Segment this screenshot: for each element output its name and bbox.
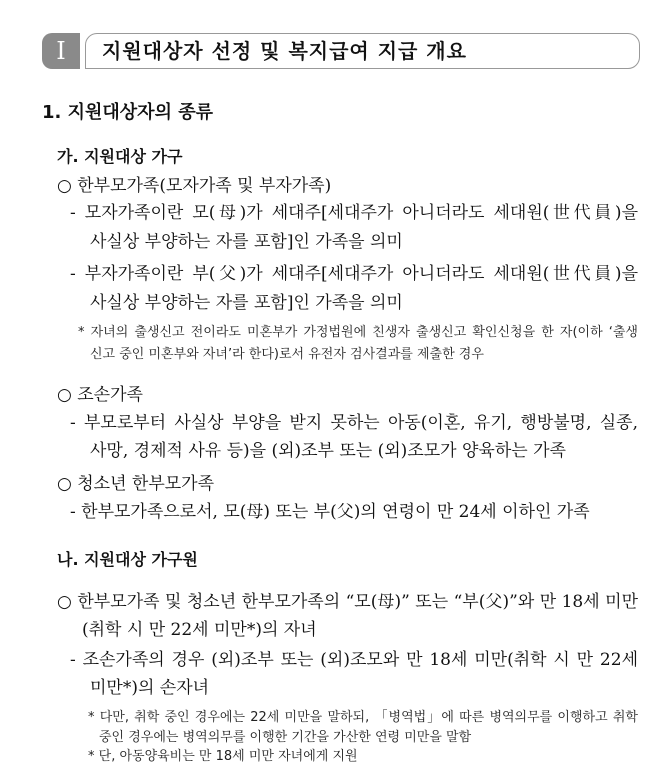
dash-grandparent: - 부모로부터 사실상 부양을 받지 못하는 아동(이혼, 유기, 행방불명, 실종, bbox=[70, 413, 638, 433]
bullet-single-parent: ○ 한부모가족(모자가족 및 부자가족) bbox=[57, 176, 332, 196]
dash-grandparent-cont: 사망, 경제적 사유 등)을 (외)조부 또는 (외)조모가 양육하는 가족 bbox=[90, 441, 566, 461]
note-unmarried-father-cont: 신고 중인 미혼부와 자녀’라 한다)로서 유전자 검사결과를 제출한 경우 bbox=[90, 347, 484, 362]
note-unmarried-father: * 자녀의 출생신고 전이라도 미혼부가 가정법원에 친생자 출생신고 확인신청을 한 자(이하 ‘출생 bbox=[78, 325, 638, 340]
section-heading: 1. 지원대상자의 종류 bbox=[42, 102, 213, 123]
subsection-heading-b: 나. 지원대상 가구원 bbox=[57, 550, 198, 569]
dash-mother-family: - 모자가족이란 모(母)가 세대주[세대주가 아니더라도 세대원(世代員)을 bbox=[70, 203, 638, 223]
bullet-members-cont: (취학 시 만 22세 미만*)의 자녀 bbox=[82, 620, 317, 640]
dash-grandchildren: - 조손가족의 경우 (외)조부 또는 (외)조모와 만 18세 미만(취학 시 만 22세 bbox=[70, 650, 638, 670]
dash-mother-family-cont: 사실상 부양하는 자를 포함]인 가족을 의미 bbox=[90, 232, 403, 252]
note-age-limit: * 다만, 취학 중인 경우에는 22세 미만을 말하되, 「병역법」에 따른 병역의무를 이행하고 취학 bbox=[88, 710, 638, 725]
bullet-youth-single-parent: ○ 청소년 한부모가족 bbox=[57, 474, 215, 494]
subsection-heading-a: 가. 지원대상 가구 bbox=[57, 147, 183, 166]
chapter-title-box bbox=[42, 33, 640, 69]
dash-youth-single-parent: - 한부모가족으로서, 모(母) 또는 부(父)의 연령이 만 24세 이하인 가족 bbox=[70, 502, 590, 522]
dash-grandchildren-cont: 미만*)의 손자녀 bbox=[90, 678, 210, 698]
dash-father-family: - 부자가족이란 부(父)가 세대주[세대주가 아니더라도 세대원(世代員)을 bbox=[70, 264, 638, 284]
chapter-title: 지원대상자 선정 및 복지급여 지급 개요 bbox=[102, 39, 467, 63]
bullet-grandparent: ○ 조손가족 bbox=[57, 385, 143, 405]
dash-father-family-cont: 사실상 부양하는 자를 포함]인 가족을 의미 bbox=[90, 293, 403, 313]
note-child-support: * 단, 아동양육비는 만 18세 미만 자녀에게 지원 bbox=[88, 749, 358, 764]
note-age-limit-cont: 중인 경우에는 병역의무를 이행한 기간을 가산한 연령 미만을 말함 bbox=[99, 730, 472, 745]
chapter-number: I bbox=[42, 33, 80, 69]
bullet-members: ○ 한부모가족 및 청소년 한부모가족의 “모(母)” 또는 “부(父)”와 만 18세 미만 bbox=[57, 592, 638, 612]
